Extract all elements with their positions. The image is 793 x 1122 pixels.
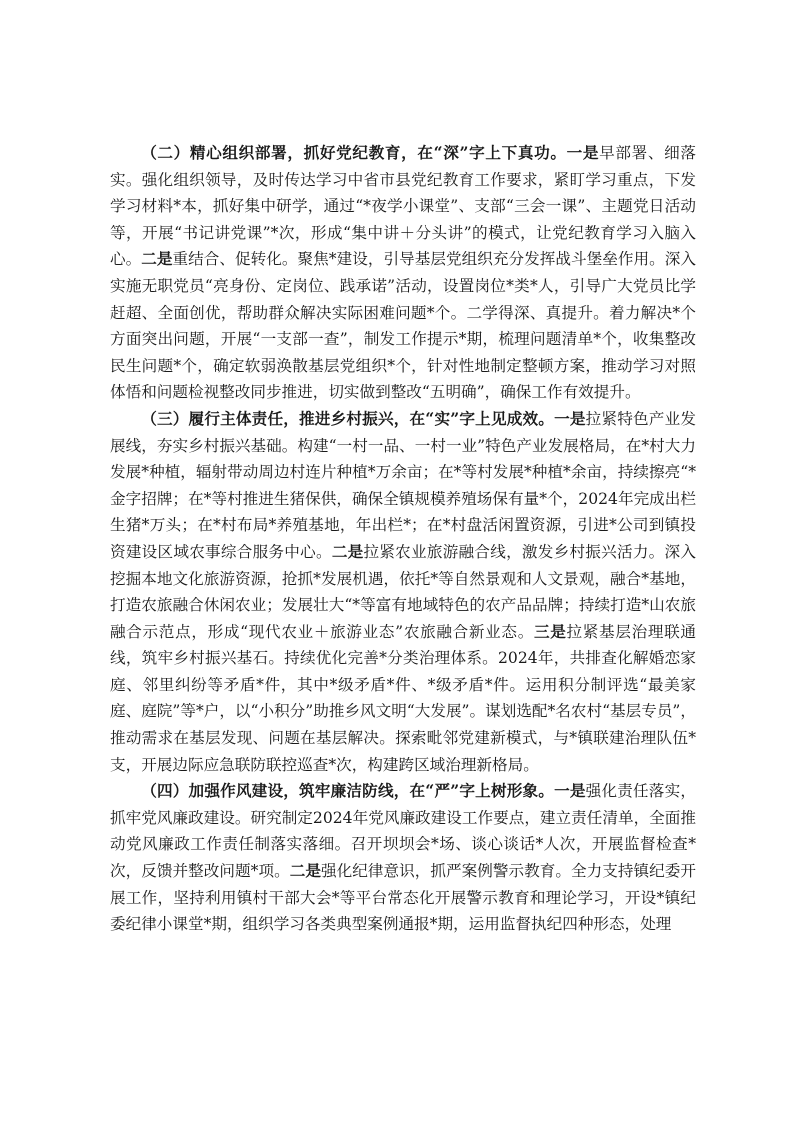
point-marker: 二是 bbox=[289, 861, 321, 881]
section-heading: （三）履行主体责任，推进乡村振兴，在“实”字上见成效。 bbox=[141, 408, 555, 428]
point-marker: 二是 bbox=[331, 541, 364, 561]
point-marker: 一是 bbox=[554, 408, 586, 428]
point-text: 早部署、细落实。强化组织领导，及时传达学习中省市县党纪教育工作要求，紧盯学习重点，下发学习材料*本，抓好集中研学，通过“*夜学小课堂”、支部“三会一课”、主题党日活动等，开展“书记讲党课”*次，形成“集中讲＋分头讲”的模式，让党纪教育学习入脑入心。 bbox=[110, 144, 696, 269]
section-paragraph-2 bbox=[110, 140, 696, 406]
point-marker: 三是 bbox=[533, 621, 567, 641]
point-text: 拉紧特色产业发展线，夯实乡村振兴基础。构建“一村一品、一村一业”特色产业发展格局，在*村大力发展*种植，辐射带动周边村连片种植*万余亩；在*等村发展*种植*余亩，持续擦亮“*金字招牌；在*等村推进生猪保供，确保全镇规模养殖场保有量*个，2024年完成出栏生猪*万头；在*村布局*养殖基地，年出栏*；在*村盘活闲置资源，引进*公司到镇投资建设区域农事综合服务中心。 bbox=[110, 409, 696, 561]
section-paragraph-4 bbox=[110, 778, 696, 938]
section-heading: （二）精心组织部署，抓好党纪教育，在“深”字上下真功。 bbox=[141, 143, 567, 162]
document-body bbox=[110, 140, 696, 938]
point-text: 拉紧农业旅游融合线，激发乡村振兴活力。深入挖掘本地文化旅游资源，抢抓*发展机遇，依托*等自然景观和人文景观，融合*基地，打造农旅融合休闲农业；发展壮大“*等富有地域特色的农产品品牌；持续打造*山农旅融合示范点，形成“现代农业＋旅游业态”农旅融合新业态。 bbox=[110, 542, 696, 641]
point-marker: 一是 bbox=[566, 143, 600, 162]
point-text: 强化责任落实，抓牢党风廉政建设。研究制定2024年党风廉政建设工作要点，建立责任清单，全面推动党风廉政工作责任制落实落细。召开坝坝会*场、谈心谈话*人次，开展监督检查*次，反馈并整改问题*项。 bbox=[110, 782, 696, 881]
point-text: 拉紧基层治理联通线，筑牢乡村振兴基石。持续优化完善*分类治理体系。2024年，共排查化解婚恋家庭、邻里纠纷等矛盾*件，其中*级矛盾*件、*级矛盾*件。运用积分制评选“最美家庭、庭院”等*户，以“小积分”助推乡风文明“大发展”。谋划选配*名农村“基层专员”，推动需求在基层发现、问题在基层解决。探索毗邻党建新模式，与*镇联建治理队伍*支，开展边际应急联防联控巡查*次，构建跨区域治理新格局。 bbox=[110, 622, 696, 774]
section-heading: （四）加强作风建设，筑牢廉洁防线，在“严”字上树形象。 bbox=[141, 781, 555, 801]
section-paragraph-3 bbox=[110, 406, 696, 778]
point-marker: 一是 bbox=[554, 781, 586, 801]
point-marker: 二是 bbox=[141, 249, 173, 269]
point-text: 重结合、促转化。聚焦*建设，引导基层党组织充分发挥战斗堡垒作用。深入实施无职党员“亮身份、定岗位、践承诺”活动，设置岗位*类*人，引导广大党员比学赶超、全面创优，帮助群众解决实际困难问题*个。二学得深、真提升。着力解决*个方面突出问题，开展“一支部一查”，制发工作提示*期，梳理问题清单*个，收集整改民生问题*个，确定软弱涣散基层党组织*个，针对性地制定整顿方案，推动学习对照体悟和问题检视整改同步推进，切实做到整改“五明确”，确保工作有效提升。 bbox=[110, 250, 696, 402]
point-text: 强化纪律意识，抓严案例警示教育。全力支持镇纪委开展工作，坚持利用镇村干部大会*等平台常态化开展警示教育和理论学习，开设*镇纪委纪律小课堂*期，组织学习各类典型案例通报*期，运用监督执纪四种形态，处理 bbox=[110, 862, 696, 934]
